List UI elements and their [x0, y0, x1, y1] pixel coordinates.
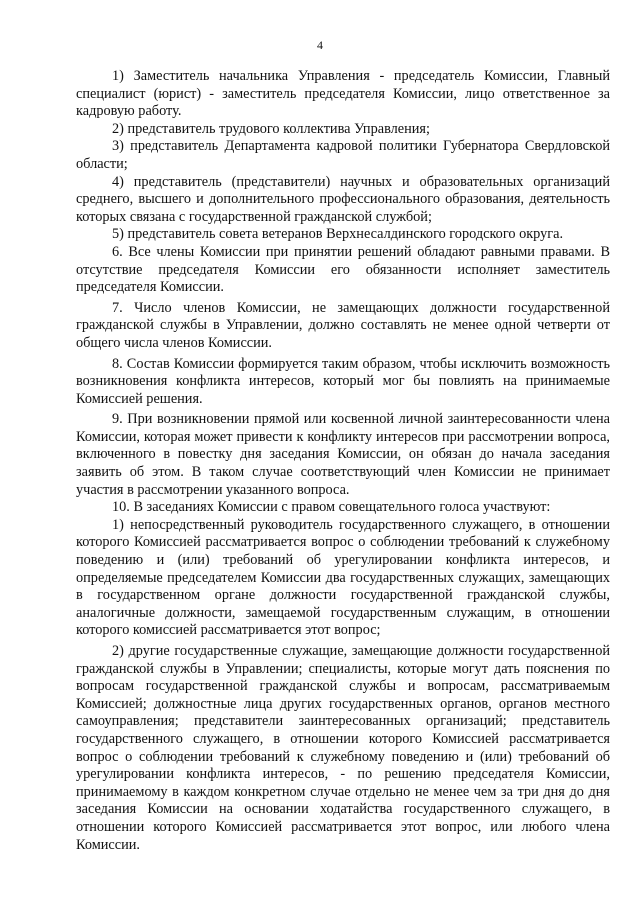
paragraph-member-3: 3) представитель Департамента кадровой политики Губернатора Свердловской области; — [76, 138, 610, 172]
paragraph-clause-8: 8. Состав Комиссии формируется таким образом, чтобы исключить возможность возникновения конфликта интересов, который мог бы повлиять на принимаемые Комиссией решения. — [76, 355, 610, 407]
page-number: 4 — [317, 38, 323, 52]
paragraph-clause-10-item-2: 2) другие государственные служащие, замещающие должности государственной гражданской службы в Управлении; специалисты, которые могут дать пояснения по вопросам государственной гражданской службы и вопросам, рассматриваемым Комиссией; должностные лица других государственных органов, органов местного самоуправления; представители заинтересованных организаций; представитель государственного служащего, в отношении которого Комиссией рассматривается вопрос о соблюдении требований к служебному поведению и (или) требований об урегулировании конфликта интересов, - по решению председателя Комиссии, принимаемому в каждом конкретном случае отдельно не менее чем за три дня до дня заседания Комиссии на основании ходатайства государственного служащего, в отношении которого Комиссией рассматривается этот вопрос, или любого члена Комиссии. — [76, 643, 610, 853]
paragraph-member-1: 1) Заместитель начальника Управления - председатель Комиссии, Главный специалист (юрист) - заместитель председателя Комиссии, лицо ответственное за кадровую работу. — [76, 68, 610, 120]
paragraph-clause-10: 10. В заседаниях Комиссии с правом совещательного голоса участвуют: — [112, 499, 551, 516]
paragraph-clause-6: 6. Все члены Комиссии при принятии решений обладают равными правами. В отсутствие председателя Комиссии его обязанности исполняет заместитель председателя Комиссии. — [76, 243, 610, 296]
paragraph-clause-9: 9. При возникновении прямой или косвенной личной заинтересованности члена Комиссии, которая может привести к конфликту интересов при рассмотрении вопроса, включенного в повестку дня заседания Комиссии, он обязан до начала заседания заявить об этом. В таком случае соответствующий член Комиссии не принимает участия в рассмотрении указанного вопроса. — [76, 411, 610, 498]
document-body — [76, 68, 610, 854]
paragraph-clause-10-item-1: 1) непосредственный руководитель государственного служащего, в отношении которого Комиссией рассматривается вопрос о соблюдении требований к служебному поведению и (или) требований об урегулировании конфликта интересов, и определяемые председателем Комиссии два государственных служащих, замещающих в государственном органе должности государственной гражданской службы, аналогичные должности, замещаемой государственным служащим, в отношении которого комиссией рассматривается этот вопрос; — [76, 516, 610, 639]
paragraph-clause-7: 7. Число членов Комиссии, не замещающих должности государственной гражданской службы в Управлении, должно составлять не менее одной четверти от общего числа членов Комиссии. — [76, 299, 610, 351]
paragraph-member-4: 4) представитель (представители) научных и образовательных организаций среднего, высшего и дополнительного профессионального образования, деятельность которых связана с государственной гражданской службой; — [76, 173, 610, 225]
paragraph-member-2: 2) представитель трудового коллектива Управления; — [112, 120, 430, 137]
paragraph-member-5: 5) представитель совета ветеранов Верхнесалдинского городского округа. — [112, 226, 564, 243]
